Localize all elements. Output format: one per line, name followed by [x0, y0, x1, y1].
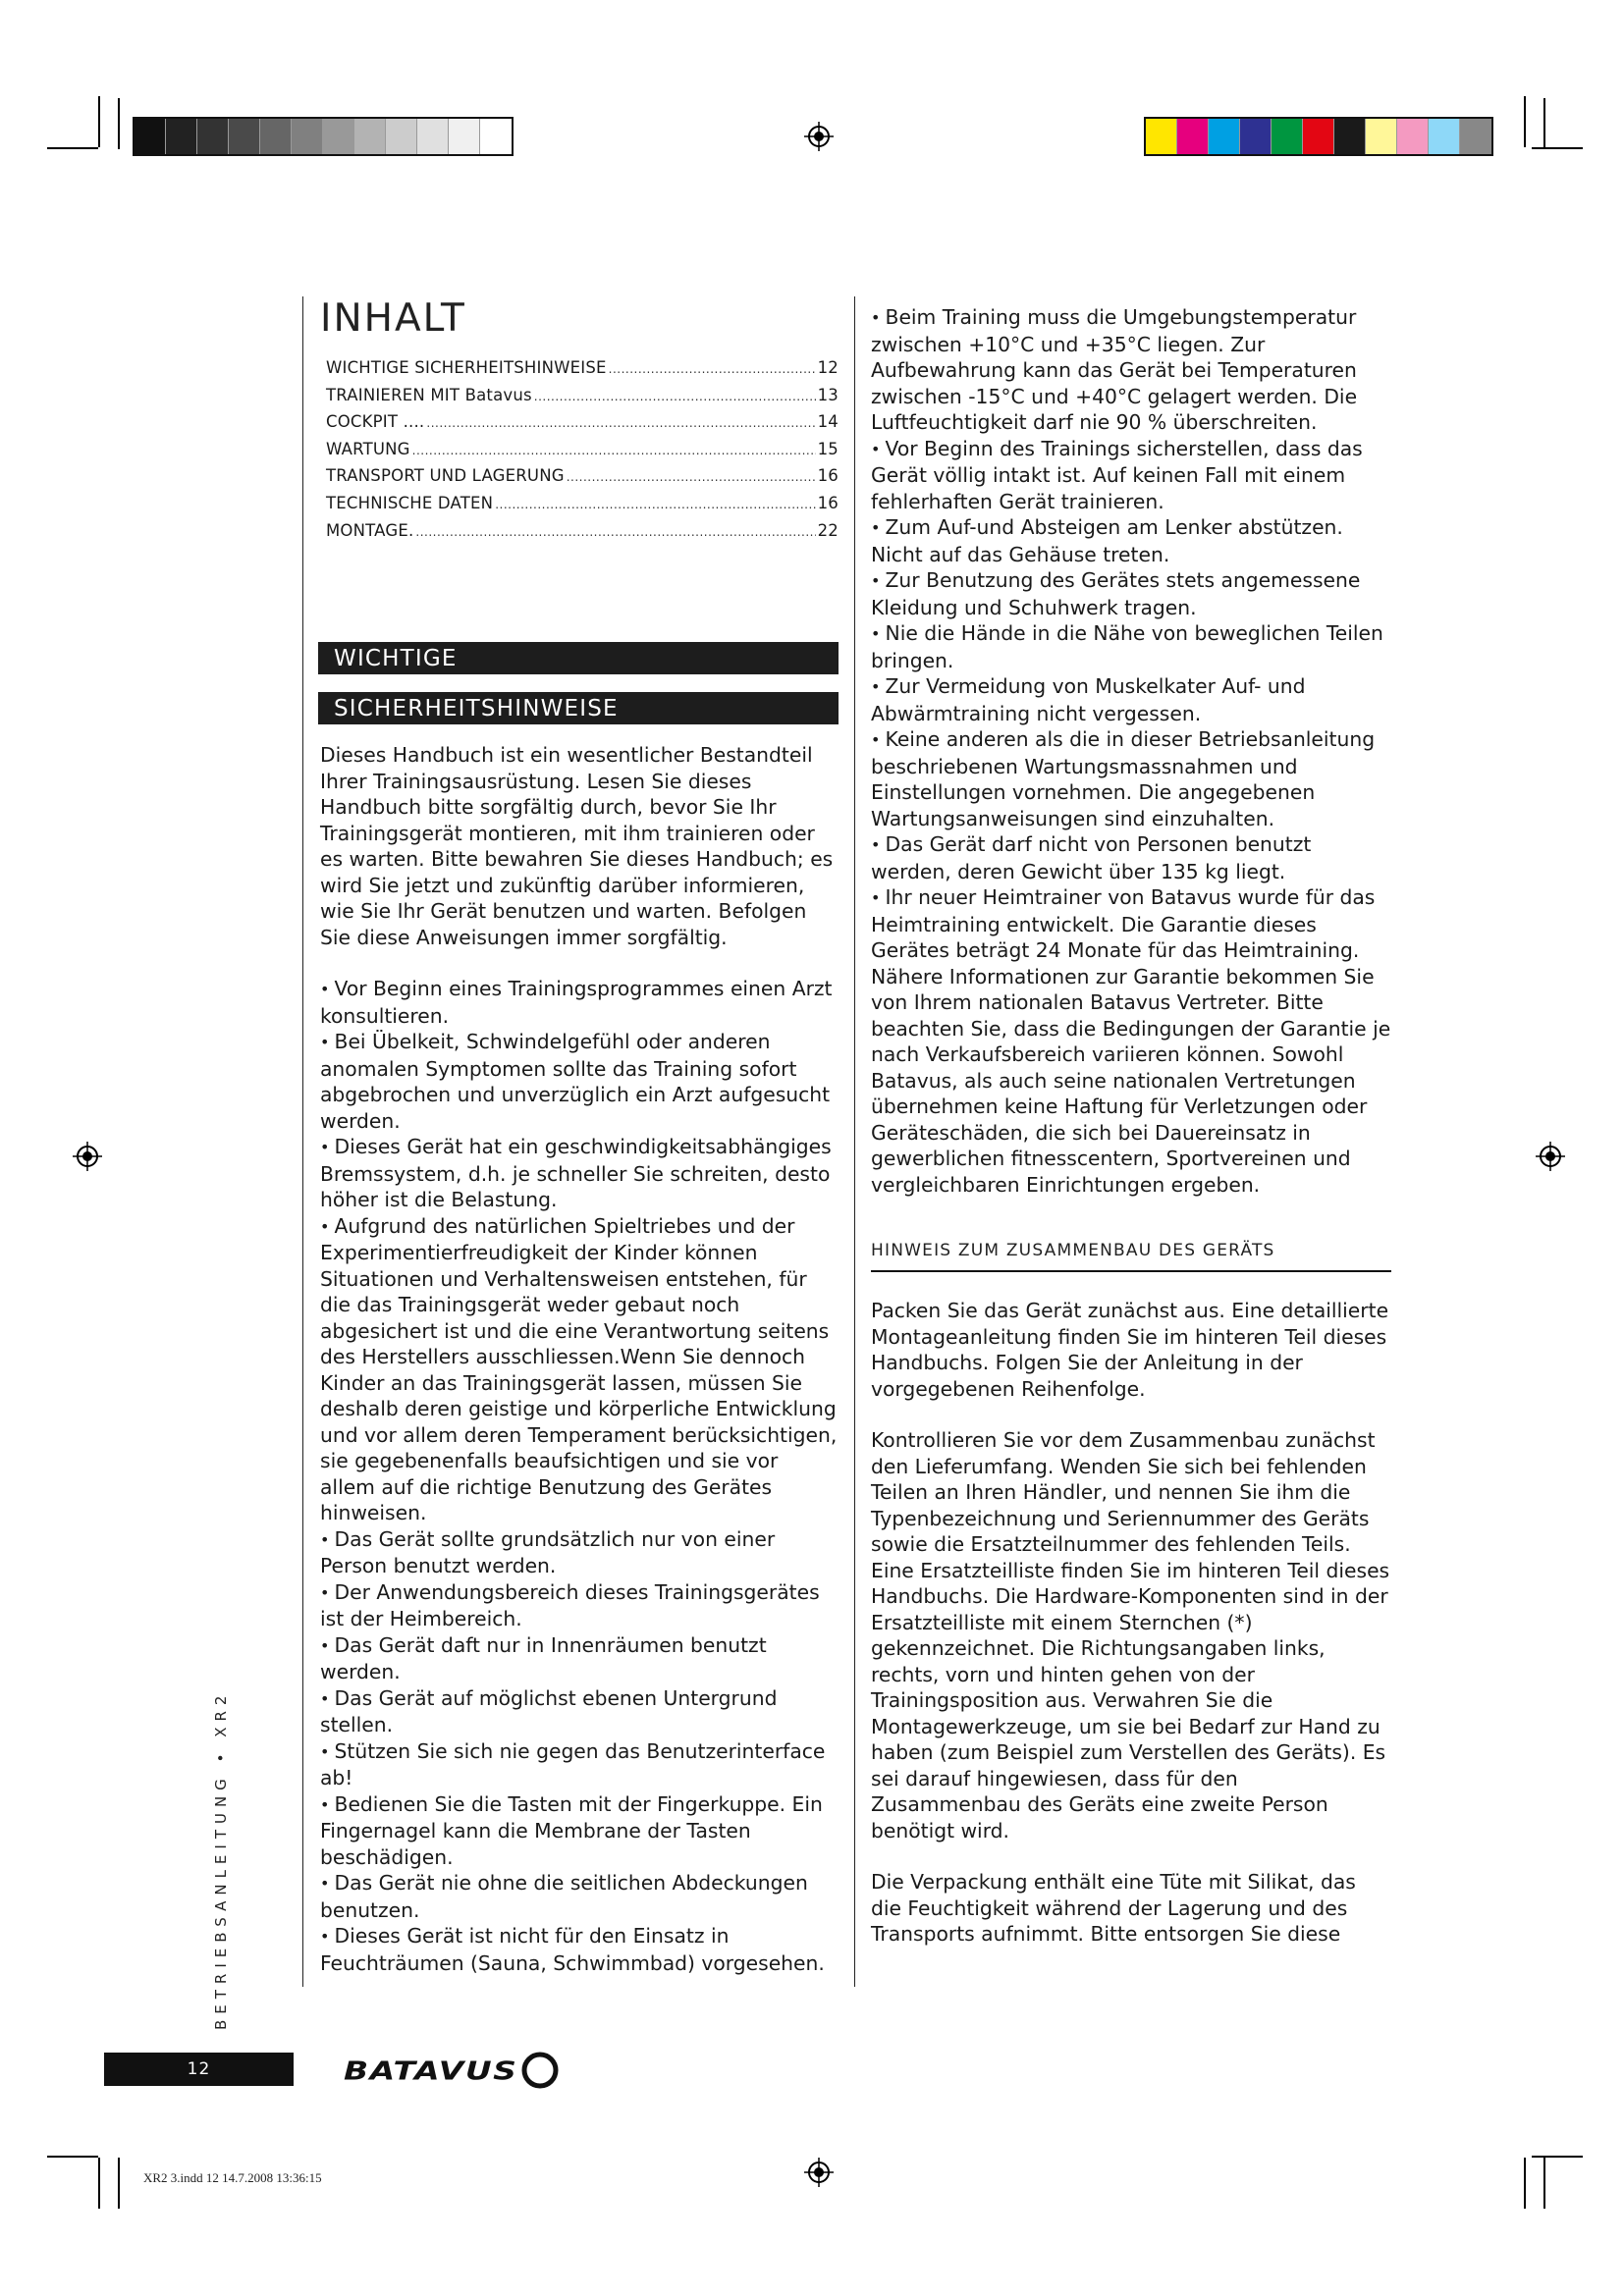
safety-bullet: • Dieses Gerät ist nicht für den Einsatz in Feuchträumen (Sauna, Schwimmbad) vorgesehen. — [320, 1923, 839, 1976]
toc-entry-label: WARTUNG — [326, 439, 410, 458]
registration-mark-icon — [804, 122, 834, 151]
batavus-swirl-icon — [521, 2052, 559, 2089]
color-swatch — [1429, 119, 1460, 154]
safety-list-left — [320, 976, 839, 1976]
brand-wordmark: BATAVUS — [344, 2055, 518, 2086]
column-rule-left — [302, 296, 303, 1987]
safety-bullet: • Nie die Hände in die Nähe von beweglichen Teilen bringen. — [871, 620, 1391, 673]
safety-intro: Dieses Handbuch ist ein wesentlicher Bestandteil Ihrer Trainingsausrüstung. Lesen Sie dieses Handbuch bitte sorgfältig durch, bevor Sie Ihr Trainingsgerät montieren, mit ihm trainieren oder es warten. Bitte bewahren Sie dieses Handbuch; es wird Sie jetzt und zukünftig darüber informieren, wie Sie Ihr Gerät benutzen und warten. Befolgen Sie diese Anweisungen immer sorgfältig. — [320, 743, 834, 949]
safety-bullet: • Vor Beginn eines Trainingsprogrammes einen Arzt konsultieren. — [320, 976, 839, 1029]
page-number: 12 — [104, 2053, 294, 2086]
safety-bullet: • Der Anwendungsbereich dieses Trainingsgerätes ist der Heimbereich. — [320, 1579, 839, 1632]
toc-leader-dots — [426, 409, 815, 437]
brand-logo — [344, 2055, 559, 2086]
color-swatch — [323, 119, 354, 154]
safety-bullet: • Das Gerät auf möglichst ebenen Untergrund stellen. — [320, 1685, 839, 1738]
toc-entry-label: TRANSPORT UND LAGERUNG — [326, 466, 565, 486]
assembly-paragraph: Packen Sie das Gerät zunächst aus. Eine detaillierte Montageanleitung finden Sie im hinteren Teil dieses Handbuchs. Folgen Sie der Anleitung in der vorgegebenen Reihenfolge. — [871, 1299, 1389, 1401]
safety-bullet: • Stützen Sie sich nie gegen das Benutzerinterface ab! — [320, 1738, 839, 1791]
safety-bullet: • Das Gerät nie ohne die seitlichen Abdeckungen benutzen. — [320, 1870, 839, 1923]
toc-entry — [326, 518, 839, 546]
color-swatch — [1146, 119, 1177, 154]
color-swatch — [1334, 119, 1366, 154]
toc-leader-dots — [495, 491, 815, 518]
toc-leader-dots — [534, 383, 816, 410]
safety-bullet: • Aufgrund des natürlichen Spieltriebes und der Experimentierfreudigkeit der Kinder können Situationen und Verhaltensweisen entstehen, für die das Trainingsgerät weder gebaut noch abgesichert ist und die eine Verantwortung seitens des Herstellers ausschliessen.Wenn Sie dennoch Kinder an das Trainingsgerät lassen, müssen Sie deshalb deren geistige und körperliche Entwicklung und vor allem deren Temperament berücksichtigen, sie gegebenenfalls beaufsichtigen und sie vor allem auf die richtige Benutzung des Gerätes hinweisen. — [320, 1213, 839, 1526]
toc-entry-page: 15 — [817, 439, 839, 458]
toc-entry-page: 13 — [817, 385, 839, 404]
safety-bullet: • Das Gerät daft nur in Innenräumen benutzt werden. — [320, 1632, 839, 1685]
toc-entry-page: 12 — [817, 358, 839, 377]
safety-list-right — [871, 304, 1391, 1198]
gray-color-bar — [133, 117, 514, 156]
process-color-bar — [1144, 117, 1493, 156]
toc-entry — [326, 355, 839, 383]
safety-bullet: • Bei Übelkeit, Schwindelgefühl oder anderen anomalen Symptomen sollte das Training sofort abgebrochen und unverzüglich ein Arzt aufgesucht werden. — [320, 1029, 839, 1134]
color-swatch — [1177, 119, 1209, 154]
toc-entry — [326, 491, 839, 518]
registration-mark-icon — [1536, 1142, 1565, 1171]
color-swatch — [354, 119, 386, 154]
safety-bullet: • Ihr neuer Heimtrainer von Batavus wurde für das Heimtraining entwickelt. Die Garantie dieses Gerätes beträgt 24 Monate für das Heimtraining. Nähere Informationen zur Garantie bekommen Sie von Ihrem nationalen Batavus Vertreter. Bitte beachten Sie, dass die Bedingungen der Garantie je nach Verkaufsbereich variieren können. Sowohl Batavus, als auch seine nationalen Vertretungen übernehmen keine Haftung für Verletzungen oder Geräteschäden, die sich bei Dauereinsatz in gewerblichen fitnesscentern, Sportvereinen und vergleichbaren Einrichtungen ergeben. — [871, 884, 1391, 1198]
color-swatch — [135, 119, 166, 154]
color-swatch — [1460, 119, 1491, 154]
toc-entry — [326, 463, 839, 491]
safety-bullet: • Das Gerät darf nicht von Personen benutzt werden, deren Gewicht über 135 kg liegt. — [871, 831, 1391, 884]
color-swatch — [417, 119, 449, 154]
color-swatch — [1209, 119, 1240, 154]
color-swatch — [1303, 119, 1334, 154]
safety-bullet: • Zur Vermeidung von Muskelkater Auf- und Abwärmtraining nicht vergessen. — [871, 673, 1391, 726]
color-swatch — [229, 119, 260, 154]
assembly-text — [871, 1298, 1391, 1948]
toc-leader-dots — [415, 518, 815, 546]
color-swatch — [166, 119, 197, 154]
toc-entry-page: 16 — [817, 493, 839, 512]
section-heading-bar-1: WICHTIGE — [318, 642, 839, 674]
color-swatch — [292, 119, 323, 154]
toc-entry-page: 16 — [817, 466, 839, 486]
print-slug: XR2 3.indd 12 14.7.2008 13:36:15 — [143, 2170, 322, 2185]
toc-entry — [326, 383, 839, 410]
toc-entry-label: WICHTIGE SICHERHEITSHINWEISE — [326, 358, 607, 377]
right-column — [871, 304, 1391, 1973]
toc-leader-dots — [609, 355, 816, 383]
color-swatch — [260, 119, 292, 154]
safety-bullet: • Zum Auf-und Absteigen am Lenker abstützen. Nicht auf das Gehäuse treten. — [871, 514, 1391, 567]
table-of-contents — [320, 355, 839, 545]
toc-entry-label: TRAINIEREN MIT Batavus — [326, 385, 532, 404]
color-swatch — [197, 119, 229, 154]
safety-bullet: • Vor Beginn des Trainings sicherstellen, dass das Gerät völlig intakt ist. Auf keinen Fall mit einem fehlerhaften Gerät trainieren. — [871, 436, 1391, 515]
color-swatch — [1397, 119, 1429, 154]
assembly-heading: HINWEIS ZUM ZUSAMMENBAU DES GERÄTS — [871, 1241, 1391, 1272]
toc-entry-label: MONTAGE. — [326, 520, 414, 540]
color-swatch — [386, 119, 417, 154]
safety-bullet: • Dieses Gerät hat ein geschwindigkeitsabhängiges Bremssystem, d.h. je schneller Sie schreiten, desto höher ist die Belastung. — [320, 1134, 839, 1213]
toc-entry-label: COCKPIT .... — [326, 412, 425, 432]
color-swatch — [1240, 119, 1272, 154]
safety-bullet: • Keine anderen als die in dieser Betriebsanleitung beschriebenen Wartungsmassnahmen und Einstellungen vornehmen. Die angegebenen Wartungsanweisungen sind einzuhalten. — [871, 726, 1391, 831]
color-swatch — [480, 119, 512, 154]
column-rule-middle — [854, 296, 855, 1987]
assembly-paragraph: Die Verpackung enthält eine Tüte mit Silikat, das die Feuchtigkeit während der Lagerung und des Transports aufnimmt. Bitte entsorgen Sie diese — [871, 1870, 1356, 1946]
toc-leader-dots — [567, 463, 816, 491]
assembly-paragraph: Kontrollieren Sie vor dem Zusammenbau zunächst den Lieferumfang. Wenden Sie sich bei fehlenden Teilen an Ihren Händler, und nennen Sie ihm die Typenbezeichnung und Seriennummer des Geräts sowie die Ersatzteilnummer des fehlenden Teils. Eine Ersatzteilliste finden Sie im hinteren Teil dieses Handbuchs. Die Hardware-Komponenten sind in der Ersatzteilliste mit einem Sternchen (*) gekennzeichnet. Die Richtungsangaben links, rechts, vorn und hinten gehen von der Trainingsposition aus. Verwahren Sie die Montagewerkzeuge, um sie bei Bedarf zur Hand zu haben (zum Beispiel zum Verstellen des Geräts). Es sei darauf hingewiesen, dass für den Zusammenbau des Geräts eine zweite Person benötigt wird. — [871, 1428, 1390, 1842]
color-swatch — [449, 119, 480, 154]
color-swatch — [1366, 119, 1397, 154]
toc-leader-dots — [412, 437, 816, 464]
color-swatch — [1272, 119, 1303, 154]
left-column — [320, 296, 839, 1976]
section-heading-bar-2: SICHERHEITSHINWEISE — [318, 692, 839, 724]
registration-mark-icon — [73, 1142, 102, 1171]
toc-title: INHALT — [320, 296, 466, 341]
safety-bullet: • Beim Training muss die Umgebungstemperatur zwischen +10°C und +35°C liegen. Zur Aufbewahrung kann das Gerät bei Temperaturen zwischen -15°C und +40°C gelagert werden. Die Luftfeuchtigkeit darf nie 90 % überschreiten. — [871, 304, 1391, 436]
safety-bullet: • Zur Benutzung des Gerätes stets angemessene Kleidung und Schuhwerk tragen. — [871, 567, 1391, 620]
safety-bullet: • Bedienen Sie die Tasten mit der Fingerkuppe. Ein Fingernagel kann die Membrane der Tasten beschädigen. — [320, 1791, 839, 1871]
toc-entry-page: 22 — [817, 520, 839, 540]
toc-entry — [326, 437, 839, 464]
running-title-text: BETRIEBSANLEITUNG • XR2 — [212, 1689, 230, 2030]
safety-bullet: • Das Gerät sollte grundsätzlich nur von einer Person benutzt werden. — [320, 1526, 839, 1579]
toc-entry — [326, 409, 839, 437]
registration-mark-icon — [804, 2158, 834, 2187]
toc-entry-page: 14 — [817, 412, 839, 432]
toc-entry-label: TECHNISCHE DATEN — [326, 493, 494, 512]
